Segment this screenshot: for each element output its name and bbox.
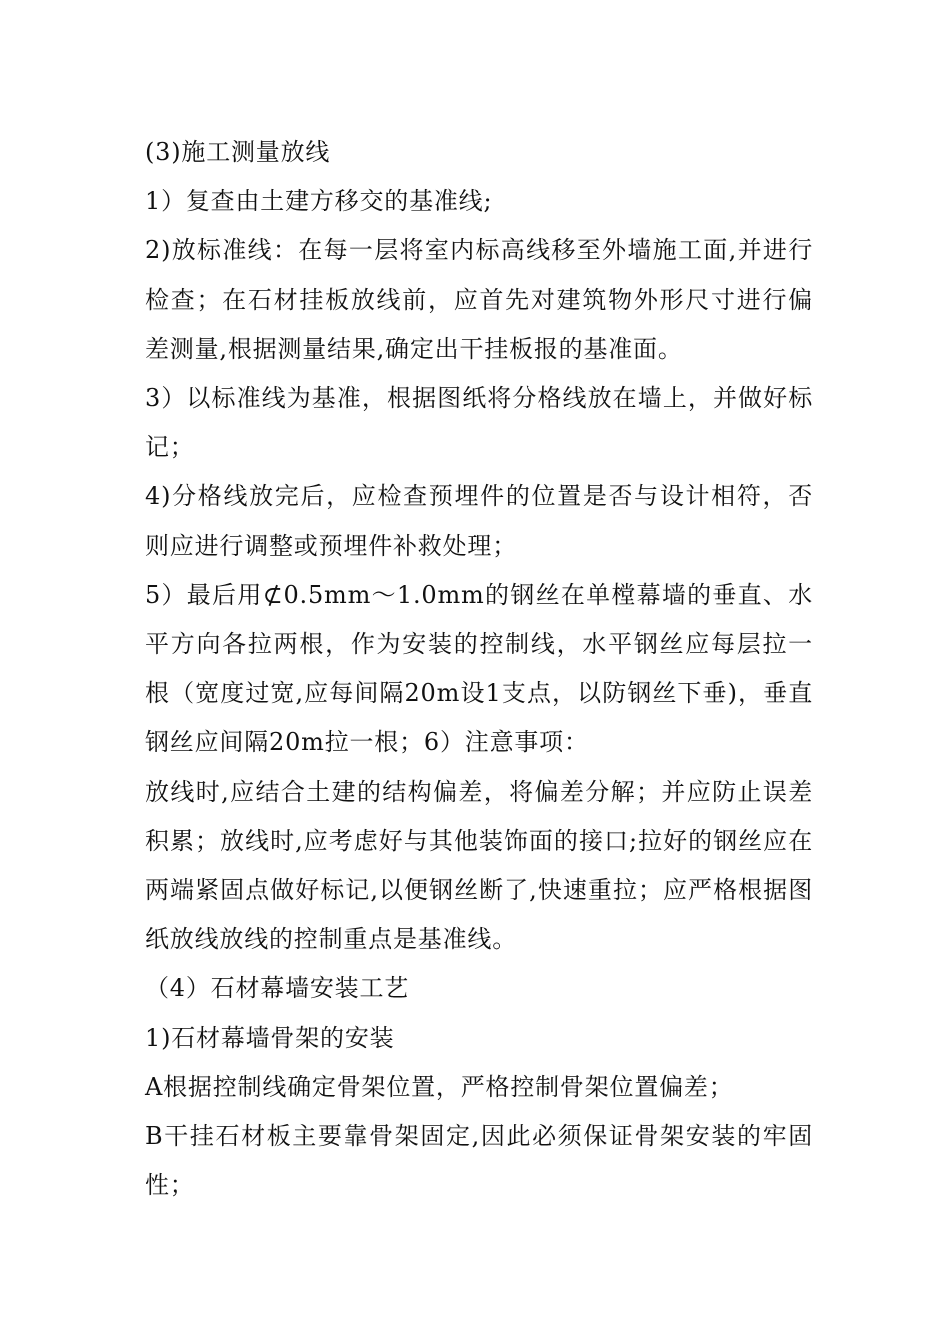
paragraph-step-4: 4)分格线放完后，应检查预埋件的位置是否与设计相符，否则应进行调整或预埋件补救处理；	[145, 482, 813, 560]
paragraph-step-1: 1）复查由土建方移交的基准线;	[145, 187, 493, 216]
paragraph-item-b: B干挂石材板主要靠骨架固定,因此必须保证骨架安装的牢固性；	[145, 1122, 813, 1200]
paragraph-step-2: 2)放标准线：在每一层将室内标高线移至外墙施工面,并进行检查；在石材挂板放线前，应首先对建筑物外形尺寸进行偏差测量,根据测量结果,确定出干挂板报的基准面。	[145, 236, 813, 363]
paragraph-subheading-1: 1)石材幕墙骨架的安装	[145, 1023, 395, 1052]
document-page	[145, 128, 813, 1210]
paragraph-heading-4: （4）石材幕墙安装工艺	[145, 974, 410, 1003]
paragraph-step-5: 5）最后用⊄0.5mm～1.0mm的钢丝在单樘幕墙的垂直、水平方向各拉两根，作为安装的控制线，水平钢丝应每层拉一根（宽度过宽,应每间隔20m设1支点，以防钢丝下垂)，垂直钢丝应间隔20m拉一根；6）注意事项：	[145, 580, 813, 757]
paragraph-heading-3: (3)施工测量放线	[145, 138, 331, 166]
paragraph-notes: 放线时,应结合土建的结构偏差，将偏差分解；并应防止误差积累；放线时,应考虑好与其他装饰面的接口;拉好的钢丝应在两端紧固点做好标记,以便钢丝断了,快速重拉；应严格根据图纸放线放线的控制重点是基准线。	[145, 777, 813, 954]
paragraph-step-3: 3）以标准线为基准，根据图纸将分格线放在墙上，并做好标记；	[145, 384, 813, 462]
paragraph-item-a: A根据控制线确定骨架位置，严格控制骨架位置偏差；	[145, 1072, 734, 1101]
